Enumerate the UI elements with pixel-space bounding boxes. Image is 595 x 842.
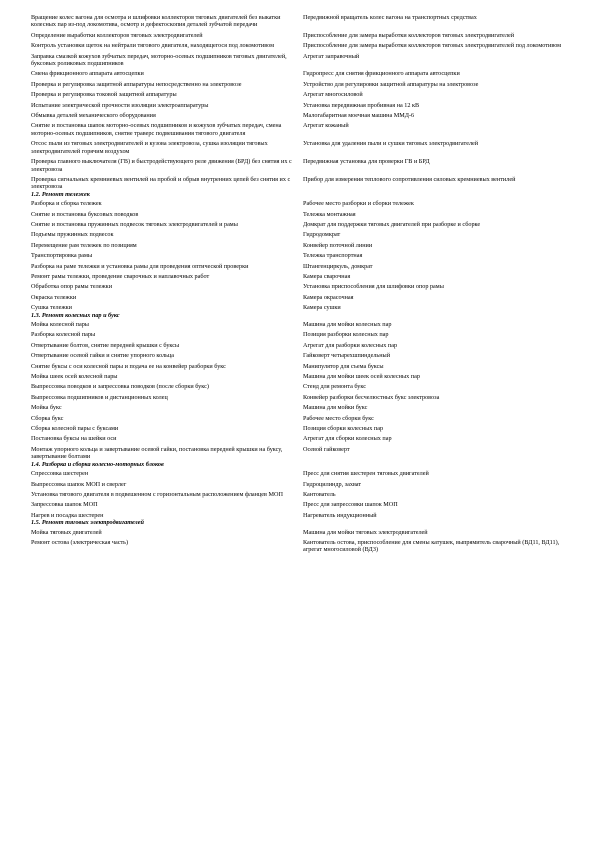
operation-cell: Контроль установки щеток на нейтрали тягового двигателя, находящегося под локомотивом bbox=[31, 42, 275, 50]
document-page bbox=[31, 14, 579, 554]
equipment-cell: Машина для мойки тяговых электродвигателей bbox=[303, 528, 428, 536]
section-heading: 1.4. Разборка и сборка колесно-моторных блоков bbox=[31, 460, 164, 468]
equipment-cell: Передвижная установка для проверки ГВ и БРД bbox=[303, 158, 430, 166]
operation-cell: Запрессовка шапок МОП bbox=[31, 501, 98, 509]
table-row bbox=[31, 158, 579, 173]
operation-cell: Обработка опор рамы тележки bbox=[31, 283, 113, 291]
table-row bbox=[31, 283, 579, 290]
table-row bbox=[31, 404, 579, 411]
operation-cell: Монтаж упорного кольца и завертывание осевой гайки, постановка передней крышки на буксу, завертывание болтами bbox=[31, 445, 283, 461]
table-row bbox=[31, 91, 579, 98]
equipment-cell: Агрегат для сборки колесных пар bbox=[303, 435, 392, 443]
operation-cell: Вращение колес вагона для осмотра и шлифовки коллекторов тяговых двигателей без выкатки колесных пар из-под локомотива, осмотр и дефектоскопия деталей зубчатой передачи bbox=[31, 14, 281, 29]
equipment-cell: Передвижной вращатель колес вагона на транспортных средствах bbox=[303, 14, 477, 21]
operation-cell: Установка тягового двигателя в подвешенном с горизонтальным расположением фланцев МОП bbox=[31, 490, 283, 498]
equipment-cell: Рабочее место разборки и сборки тележек bbox=[303, 200, 414, 208]
operation-cell: Отвертывание осевой гайки и снятие упорного кольца bbox=[31, 352, 175, 360]
operation-cell: Обмывка деталей механического оборудования bbox=[31, 112, 156, 120]
operation-cell: Выпрессовка поводков и запрессовка поводков (после сборки букс) bbox=[31, 383, 209, 391]
equipment-cell: Установка передвижная пробивная на 12 кВ bbox=[303, 101, 420, 109]
table-row bbox=[31, 42, 579, 49]
operation-cell: Перемещение рам тележек по позициям bbox=[31, 241, 137, 249]
table-row bbox=[31, 342, 579, 349]
equipment-cell: Штангенциркуль, домкрат bbox=[303, 262, 373, 270]
operation-cell: Сушка тележки bbox=[31, 304, 72, 312]
operation-cell: Транспортировка рамы bbox=[31, 252, 93, 260]
table-row bbox=[31, 481, 579, 488]
table-row bbox=[31, 242, 579, 249]
table-row bbox=[31, 294, 579, 301]
table-row bbox=[31, 112, 579, 119]
equipment-cell: Агрегат многосиловой bbox=[303, 91, 363, 99]
equipment-cell: Гайковерт четырехшпиндельный bbox=[303, 352, 391, 360]
table-row bbox=[31, 140, 579, 155]
table-row bbox=[31, 470, 579, 477]
operation-cell: Снятие буксы с оси колесной пары и подача ее на конвейер разборки букс bbox=[31, 362, 226, 370]
operation-cell: Мойка тяговых двигателей bbox=[31, 528, 102, 536]
operation-cell: Проверка и регулировка токовой защитной аппаратуры bbox=[31, 91, 177, 99]
table-row bbox=[31, 102, 579, 109]
equipment-cell: Пресс для запрессовки шапок МОП bbox=[303, 501, 398, 509]
equipment-cell: Камера сушки bbox=[303, 304, 341, 312]
operation-cell: Подъемы пружинных подвесок bbox=[31, 231, 114, 239]
operation-cell: Мойка букс bbox=[31, 404, 62, 412]
equipment-cell: Осевой гайковерт bbox=[303, 445, 350, 453]
operation-cell: Ремонт рамы тележки, проведение сварочных и наплавочных работ bbox=[31, 272, 210, 280]
operation-cell: Выпрессовка подшипников и дистанционных колец bbox=[31, 393, 168, 401]
table-row bbox=[31, 273, 579, 280]
table-row bbox=[31, 263, 579, 270]
operation-cell: Постановка буксы на шейки оси bbox=[31, 435, 117, 443]
table-row bbox=[31, 373, 579, 380]
operation-cell: Отсос пыли из тяговых электродвигателей и кузова электровоза, сушка изоляции тяговых электродвигателей горячим воздухом bbox=[31, 140, 268, 155]
table-row bbox=[31, 53, 579, 68]
operation-cell: Сборка колесной пары с буксами bbox=[31, 425, 119, 433]
table-row bbox=[31, 435, 579, 442]
equipment-cell: Пресс для снятия шестерен тяговых двигателей bbox=[303, 470, 429, 478]
equipment-cell: Прибор для измерения теплового сопротивления силовых кремниевых вентилей bbox=[303, 175, 516, 183]
equipment-cell: Машина для мойки колесных пар bbox=[303, 321, 392, 328]
table-row bbox=[31, 383, 579, 390]
equipment-cell: Нагреватель индукционный bbox=[303, 511, 377, 519]
equipment-cell: Агрегат кожаный bbox=[303, 122, 349, 130]
equipment-cell: Установка приспособления для шлифовки опор рамы bbox=[303, 283, 444, 291]
operation-cell: Заправка смазкой кожухов зубчатых передач, моторно-осевых подшипников тяговых двигателей, буксовых роликовых подшипников bbox=[31, 52, 287, 68]
operation-cell: Снятие и постановка буксовых поводков bbox=[31, 210, 139, 218]
table-row bbox=[31, 446, 579, 461]
operation-cell: Мойка колесной пары bbox=[31, 321, 89, 328]
operation-cell: Мойка шеек осей колесной пары bbox=[31, 373, 118, 381]
equipment-cell: Устройство для регулировки защитной аппаратуры на электровозе bbox=[303, 80, 479, 88]
section-heading: 1.3. Ремонт колесных пар и букс bbox=[31, 311, 120, 319]
operation-cell: Выпрессовка шапок МОП и сверлег bbox=[31, 480, 127, 488]
table-row bbox=[31, 425, 579, 432]
table-row bbox=[31, 221, 579, 228]
table-row bbox=[31, 352, 579, 359]
equipment-cell: Рабочее место сборки букс bbox=[303, 414, 374, 422]
table-row bbox=[31, 304, 579, 311]
table-row bbox=[31, 512, 579, 519]
table-row bbox=[31, 321, 579, 328]
table-row bbox=[31, 252, 579, 259]
table-row bbox=[31, 211, 579, 218]
table-row bbox=[31, 363, 579, 370]
equipment-cell: Установка для удаления пыли и сушки тяговых электродвигателей bbox=[303, 140, 479, 148]
table-row bbox=[31, 32, 579, 39]
table-row bbox=[31, 81, 579, 88]
equipment-cell: Позиция сборки колесных пар bbox=[303, 425, 384, 433]
equipment-cell: Кантователь bbox=[303, 490, 336, 498]
section-heading: 1.5. Ремонт тяговых электродвигателей bbox=[31, 519, 144, 527]
table-row bbox=[31, 529, 579, 536]
operation-cell: Снятие и постановка шапок моторно-осевых подшипников и кожухов зубчатых передач, смена моторно-осевых подшипников, снятие траверс подвешивания тягового двигателя bbox=[31, 122, 282, 137]
equipment-cell: Позиция разборки колесных пар bbox=[303, 331, 389, 339]
table-row bbox=[31, 539, 579, 554]
operation-cell: Нагрев и посадка шестерен bbox=[31, 511, 104, 519]
operation-cell: Проверка главного выключателя (ГВ) и быстродействующего реле движения (БРД) без снятия их с электровоза bbox=[31, 158, 292, 173]
operation-cell: Смена фрикционного аппарата автосцепки bbox=[31, 70, 144, 78]
equipment-cell: Гидродомкрат bbox=[303, 231, 341, 239]
equipment-cell: Манипулятор для съема буксы bbox=[303, 362, 384, 370]
equipment-cell: Домкрат для поддержки тяговых двигателей при разборке и сборке bbox=[303, 220, 481, 228]
table-row bbox=[31, 501, 579, 508]
operation-cell: Сборка букс bbox=[31, 414, 64, 422]
section-heading: 1.2. Ремонт тележек bbox=[31, 190, 90, 198]
equipment-cell: Машина для мойки букс bbox=[303, 404, 368, 412]
equipment-cell: Конвейер поточной линии bbox=[303, 241, 373, 249]
equipment-cell: Машина для мойки шеек осей колесных пар bbox=[303, 373, 420, 381]
operation-cell: Окраска тележки bbox=[31, 293, 77, 301]
equipment-cell: Кантователь остова, приспособление для смены катушек, выпрямитель сварочный (ВД11, ВД11), агрегат многосиловой (ВДЗ) bbox=[303, 538, 560, 554]
operation-cell: Проверка сигнальных кремниевых вентилей на пробой и обрыв внутренних цепей без снятия их с электровоза bbox=[31, 175, 291, 191]
table-row bbox=[31, 231, 579, 238]
table-row bbox=[31, 176, 579, 191]
operation-cell: Испытание электрической прочности изоляции электроаппаратуры bbox=[31, 101, 209, 109]
equipment-cell: Малогабаритная моечная машина ММД-6 bbox=[303, 112, 415, 120]
equipment-cell: Приспособление для замера выработки коллекторов тяговых электродвигателей под локомотивом bbox=[303, 42, 562, 50]
operation-cell: Снятие и постановка пружинных подвесок тяговых электродвигателей и рамы bbox=[31, 220, 238, 228]
table-row bbox=[31, 331, 579, 338]
table-row bbox=[31, 14, 579, 29]
equipment-cell: Гидропресс для снятия фрикционного аппарата автосцепки bbox=[303, 70, 460, 78]
equipment-cell: Гидроцилиндр, захват bbox=[303, 480, 362, 488]
equipment-cell: Тележка транспортная bbox=[303, 252, 363, 260]
table-row bbox=[31, 491, 579, 498]
table-row bbox=[31, 394, 579, 401]
equipment-cell: Стенд для ремонта букс bbox=[303, 383, 366, 391]
equipment-cell: Тележка монтажная bbox=[303, 210, 356, 218]
equipment-cell: Агрегат заправочный bbox=[303, 52, 360, 60]
operation-cell: Разборка и сборка тележек bbox=[31, 200, 102, 208]
operation-cell: Ремонт остова (электрическая часть) bbox=[31, 538, 129, 546]
operation-cell: Спрессовка шестерен bbox=[31, 470, 89, 478]
equipment-cell: Приспособление для замера выработки коллекторов тяговых электродвигателей bbox=[303, 31, 515, 39]
equipment-cell: Камера окрасочная bbox=[303, 293, 354, 301]
operation-cell: Определение выработки коллекторов тяговых электродвигателей bbox=[31, 31, 203, 39]
equipment-cell: Агрегат для разборки колесных пар bbox=[303, 341, 398, 349]
table-row bbox=[31, 200, 579, 207]
operation-cell: Разборка колесной пары bbox=[31, 331, 96, 339]
table-row bbox=[31, 415, 579, 422]
table-row bbox=[31, 70, 579, 77]
operation-cell: Отвертывание болтов, снятие передней крышки с буксы bbox=[31, 341, 180, 349]
equipment-cell: Конвейер разборки бесчелюстных букс электровоза bbox=[303, 393, 440, 401]
operation-cell: Проверка и регулировка защитной аппаратуры непосредственно на электровозе bbox=[31, 80, 242, 88]
equipment-cell: Камера сварочная bbox=[303, 272, 351, 280]
table-row bbox=[31, 122, 579, 137]
operation-cell: Разборка на раме тележки и установка рамы для проведения оптической проверки bbox=[31, 262, 249, 270]
